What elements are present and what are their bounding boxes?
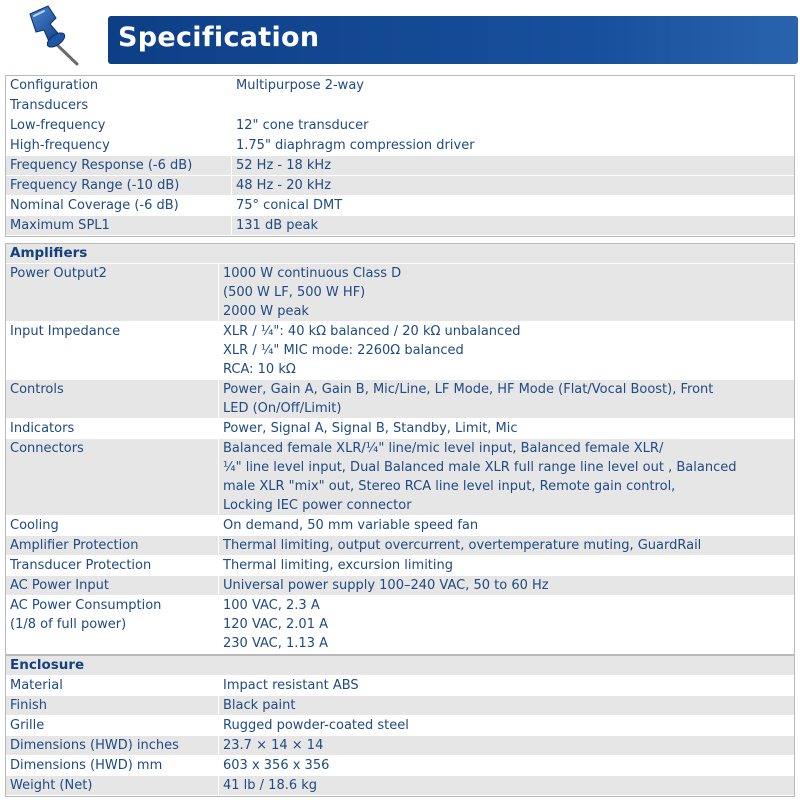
spec-row: [6, 322, 794, 380]
spec-value-line: Balanced female XLR/¼" line/mic level input, Balanced female XLR/: [223, 441, 664, 456]
spec-value-line: 100 VAC, 2.3 A: [223, 598, 320, 613]
amplifiers-heading: Amplifiers: [10, 245, 88, 261]
spec-value: [232, 116, 794, 135]
spec-row: [6, 136, 794, 156]
title-banner: [108, 16, 798, 64]
page-title: Specification: [118, 22, 320, 53]
spec-value: [219, 419, 794, 438]
spec-label: Frequency Range (-10 dB): [6, 176, 232, 195]
spec-label: Dimensions (HWD) inches: [6, 736, 219, 755]
spec-value-line: Impact resistant ABS: [223, 678, 359, 693]
spec-value: [232, 136, 794, 155]
spec-label: Frequency Response (-6 dB): [6, 156, 232, 175]
spec-value-line: 1.75" diaphragm compression driver: [236, 138, 475, 153]
spec-row: [6, 419, 794, 439]
spec-row: [6, 96, 794, 116]
spec-value-line: 120 VAC, 2.01 A: [223, 617, 328, 632]
spec-value-line: 48 Hz - 20 kHz: [236, 178, 332, 193]
spec-value: [232, 96, 794, 115]
spec-value: [219, 380, 794, 418]
enclosure-heading-row: [6, 656, 794, 676]
spec-value: [219, 556, 794, 575]
spec-value: [232, 156, 794, 175]
spec-label: Controls: [6, 380, 219, 418]
spec-value-line: On demand, 50 mm variable speed fan: [223, 518, 479, 533]
spec-value: [219, 576, 794, 595]
spec-label: Dimensions (HWD) mm: [6, 756, 219, 775]
spec-value: [219, 596, 794, 653]
spec-label: Input Impedance: [6, 322, 219, 379]
spec-value-line: Power, Gain A, Gain B, Mic/Line, LF Mode, HF Mode (Flat/Vocal Boost), Front: [223, 382, 714, 397]
spec-row: [6, 776, 794, 796]
spec-value-line: 12" cone transducer: [236, 118, 369, 133]
spec-row: [6, 439, 794, 516]
spec-value: [232, 176, 794, 195]
enclosure-heading: Enclosure: [10, 657, 85, 673]
spec-label: Amplifier Protection: [6, 536, 219, 555]
spec-value: [219, 756, 794, 775]
spec-label: High-frequency: [6, 136, 232, 155]
spec-value-line: Black paint: [223, 698, 296, 713]
spec-value-line: Rugged powder-coated steel: [223, 718, 409, 733]
spec-value: [219, 736, 794, 755]
amplifiers-heading-row: [6, 244, 794, 264]
spec-row: [6, 676, 794, 696]
spec-value-line: 603 x 356 x 356: [223, 758, 330, 773]
spec-value-line: 131 dB peak: [236, 218, 318, 233]
spec-label: [6, 596, 219, 653]
spec-value: [219, 696, 794, 715]
spec-value: [232, 216, 794, 235]
spec-value-line: XLR / ¼": 40 kΩ balanced / 20 kΩ unbalanced: [223, 324, 521, 339]
spec-label: Maximum SPL1: [6, 216, 232, 235]
spec-value-line: 1000 W continuous Class D: [223, 266, 402, 281]
spec-row: [6, 696, 794, 716]
spec-row: [6, 556, 794, 576]
spec-value-line: XLR / ¼" MIC mode: 2260Ω balanced: [223, 343, 464, 358]
page-header: [0, 0, 800, 68]
spec-value-line: Multipurpose 2-way: [236, 78, 364, 93]
spec-value: [219, 536, 794, 555]
spec-value-line: (500 W LF, 500 W HF): [223, 285, 366, 300]
spec-value-line: LED (On/Off/Limit): [223, 401, 342, 416]
spec-row: [6, 216, 794, 236]
spec-value: [232, 76, 794, 95]
spec-label: Transducers: [6, 96, 232, 115]
spec-row: [6, 756, 794, 776]
spec-row: [6, 736, 794, 756]
spec-value: [219, 716, 794, 735]
spec-label: Weight (Net): [6, 776, 219, 795]
spec-row: [6, 380, 794, 419]
spec-value-line: Power, Signal A, Signal B, Standby, Limit, Mic: [223, 421, 518, 436]
spec-value-line: Thermal limiting, excursion limiting: [223, 558, 454, 573]
spec-value: [219, 322, 794, 379]
spec-label: Connectors: [6, 439, 219, 515]
spec-label: Finish: [6, 696, 219, 715]
spec-label: Material: [6, 676, 219, 695]
spec-value-line: 52 Hz - 18 kHz: [236, 158, 332, 173]
spec-value: [219, 264, 794, 321]
spec-label: Indicators: [6, 419, 219, 438]
spec-label-line: AC Power Consumption: [10, 598, 162, 613]
spec-label: Configuration: [6, 76, 232, 95]
spec-label: Grille: [6, 716, 219, 735]
spec-row: [6, 76, 794, 96]
spec-label: AC Power Input: [6, 576, 219, 595]
spec-label: Low-frequency: [6, 116, 232, 135]
spec-value: [219, 676, 794, 695]
spec-label: Power Output2: [6, 264, 219, 321]
spec-value-line: 23.7 × 14 × 14: [223, 738, 324, 753]
spec-row: [6, 196, 794, 216]
spec-value-line: Thermal limiting, output overcurrent, overtemperature muting, GuardRail: [223, 538, 702, 553]
spec-value-line: RCA: 10 kΩ: [223, 362, 296, 377]
spec-row: [6, 596, 794, 654]
spec-value: [232, 196, 794, 215]
spec-row: [6, 516, 794, 536]
spec-label: Transducer Protection: [6, 556, 219, 575]
spec-value: [219, 776, 794, 795]
spec-value-line: 75° conical DMT: [236, 198, 343, 213]
amplifiers-spec-table: [5, 243, 795, 655]
spec-value-line: ¼" line level input, Dual Balanced male XLR full range line level out , Balanced: [223, 460, 737, 475]
spec-row: [6, 264, 794, 322]
general-spec-table: [5, 75, 795, 237]
spec-row: [6, 176, 794, 196]
spec-value-line: Universal power supply 100–240 VAC, 50 to 60 Hz: [223, 578, 549, 593]
enclosure-spec-table: [5, 655, 795, 797]
spec-row: [6, 716, 794, 736]
spec-label: Cooling: [6, 516, 219, 535]
spec-label-line: (1/8 of full power): [10, 617, 127, 632]
spec-value-line: 230 VAC, 1.13 A: [223, 636, 328, 651]
spec-row: [6, 156, 794, 176]
spec-value-line: 41 lb / 18.6 kg: [223, 778, 318, 793]
spec-value: [219, 516, 794, 535]
spec-value-line: male XLR "mix" out, Stereo RCA line level input, Remote gain control,: [223, 479, 676, 494]
spec-value: [219, 439, 794, 515]
spec-row: [6, 116, 794, 136]
spec-row: [6, 576, 794, 596]
spec-value-line: 2000 W peak: [223, 304, 309, 319]
spec-label: Nominal Coverage (-6 dB): [6, 196, 232, 215]
spec-value-line: Locking IEC power connector: [223, 498, 412, 513]
pushpin-icon: [22, 4, 92, 68]
spec-row: [6, 536, 794, 556]
